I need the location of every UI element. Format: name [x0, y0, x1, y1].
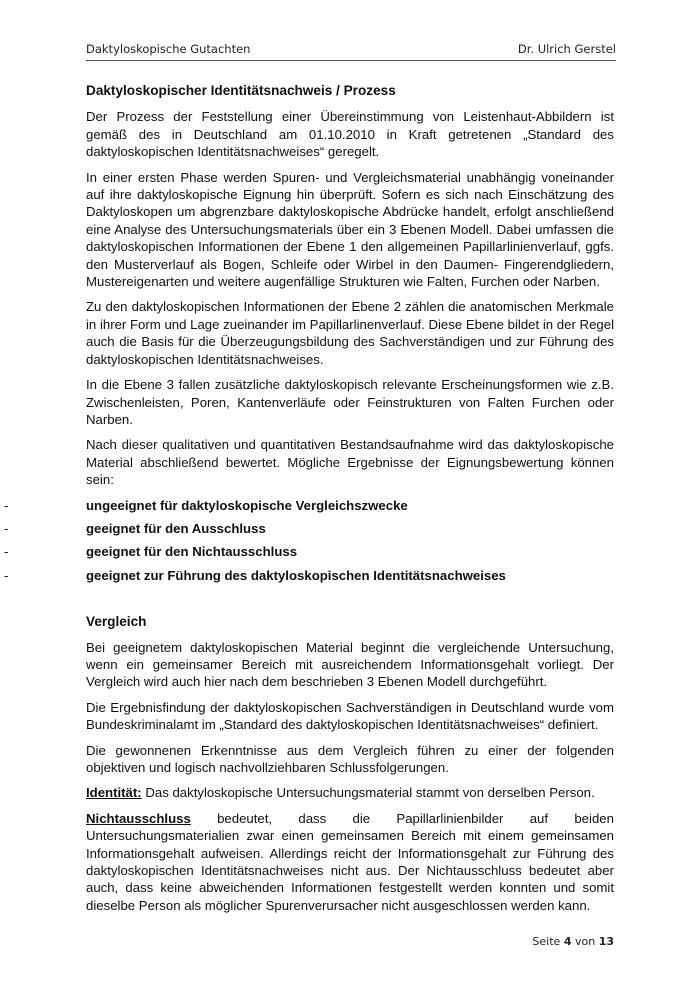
dash-bullet: -	[4, 497, 9, 513]
nichtausschluss-first-line	[86, 810, 614, 827]
nichtausschluss-paragraph	[86, 810, 614, 914]
word: beiden	[574, 810, 614, 826]
header-right: Dr. Ulrich Gerstel	[517, 42, 616, 56]
header-left: Daktyloskopische Gutachten	[86, 42, 251, 56]
footer-prefix: Seite	[532, 935, 564, 948]
paragraph: Der Prozess der Feststellung einer Übereinstimmung von Leistenhaut-Abbildern ist gemäß des in Deutschland am 01.10.2010 in Kraft getretenen „Standard des daktyloskopischen Identitätsnachweises“ geregelt.	[86, 109, 614, 160]
list-item: - geeignet für den Nichtausschluss	[4, 544, 298, 560]
identitaet-paragraph	[86, 784, 614, 801]
dash-bullet: -	[4, 567, 9, 583]
paragraph: Die Ergebnisfindung der daktyloskopischen Sachverständigen in Deutschland wurde vom Bundeskriminalamt im „Standard des daktyloskopischen Identitätsnachweises“ definiert.	[86, 699, 614, 733]
paragraph: Die gewonnenen Erkenntnisse aus dem Vergleich führen zu einer der folgenden objektiven und logisch nachvollziehbaren Schlussfolgerungen.	[86, 742, 614, 775]
word: auf	[529, 810, 549, 826]
list-item: - geeignet für den Ausschluss	[4, 520, 266, 536]
section-title-vergleich: Vergleich	[86, 614, 147, 630]
section-title: Daktyloskopischer Identitätsnachweis / Prozess	[86, 83, 396, 98]
paragraph: Bei geeignetem daktyloskopischen Material beginnt die vergleichende Untersuchung, wenn ein gemeinsamer Bereich mit ausreichendem Informationsgehalt vorliegt. Der Vergleich wird auch hier nach dem beschrieben 3 Ebenen Modell durchgeführt.	[86, 639, 614, 690]
list-item: - geeignet zur Führung des daktyloskopischen Identitätsnachweises	[4, 567, 506, 583]
list-item: - ungeeignet für daktyloskopische Vergleichszwecke	[4, 497, 408, 513]
footer-page: 4	[563, 935, 572, 948]
word: dass	[298, 810, 327, 826]
nichtausschluss-rest: Untersuchungsmaterialien zwar einen gemeinsamen Bereich mit einem gemeinsamen Informationsgehalt aufweisen. Allerdings reicht der Informationsgehalt zur Führung des daktyloskopischen Identitätsnachweises nicht aus. Der Nichtausschluss bedeutet aber auch, dass keine abweichenden Informationen festgestellt werden konnten und somit dieselbe Person als möglicher Spurenverursacher nicht ausgeschlossen werden kann.	[86, 828, 614, 913]
word: die	[352, 810, 371, 826]
identitaet-text: Das daktyloskopische Untersuchungsmaterial stammt von derselben Person.	[141, 785, 595, 801]
footer-middle: von	[571, 935, 599, 948]
paragraph: In die Ebene 3 fallen zusätzliche daktyloskopisch relevante Erscheinungsformen wie z.B. Zwischenleisten, Poren, Kantenverläufe oder Feinstrukturen von Falten Furchen oder Narben.	[86, 377, 614, 427]
page-content	[4, 82, 614, 914]
footer-total: 13	[598, 935, 614, 948]
nichtausschluss-label: Nichtausschluss	[86, 810, 191, 826]
suitability-list	[4, 497, 614, 585]
paragraph: In einer ersten Phase werden Spuren- und Vergleichsmaterial unabhängig voneinander auf ihre daktyloskopische Eignung hin überprüft. Sofern es sich nach Einschätzung des Daktyloskopen um abgrenzbare daktyloskopische Abdrücke handelt, erfolgt anschließend eine Analyse des Untersuchungsmaterials über ein 3 Ebenen Modell. Dabei umfassen die daktyloskopischen Informationen der Ebene 1 den allgemeinen Papillarlinienverlauf, ggfs. den Musterverlauf als Bogen, Schleife oder Wirbel in den Daumen- Fingerendgliedern, Mustereigenarten und weitere augenfällige Strukturen wie Falten, Furchen oder Narben.	[86, 169, 614, 290]
word: Papillarlinienbilder	[396, 810, 504, 826]
dash-bullet: -	[4, 520, 9, 536]
page-header	[86, 38, 616, 61]
word: bedeutet,	[217, 810, 273, 826]
identitaet-label: Identität:	[86, 785, 142, 801]
dash-bullet: -	[4, 544, 9, 560]
paragraph: Nach dieser qualitativen und quantitativen Bestandsaufnahme wird das daktyloskopische Material abschließend bewertet. Mögliche Ergebnisse der Eignungsbewertung können sein:	[86, 437, 614, 488]
paragraph: Zu den daktyloskopischen Informationen der Ebene 2 zählen die anatomischen Merkmale in ihrer Form und Lage zueinander im Papillarlinenverlauf. Diese Ebene bildet in der Regel auch die Basis für die Überzeugungsbildung des Sachverständigen und zur Führung des daktyloskopischen Identitätsnachweises.	[86, 299, 614, 367]
page-footer	[532, 935, 614, 948]
